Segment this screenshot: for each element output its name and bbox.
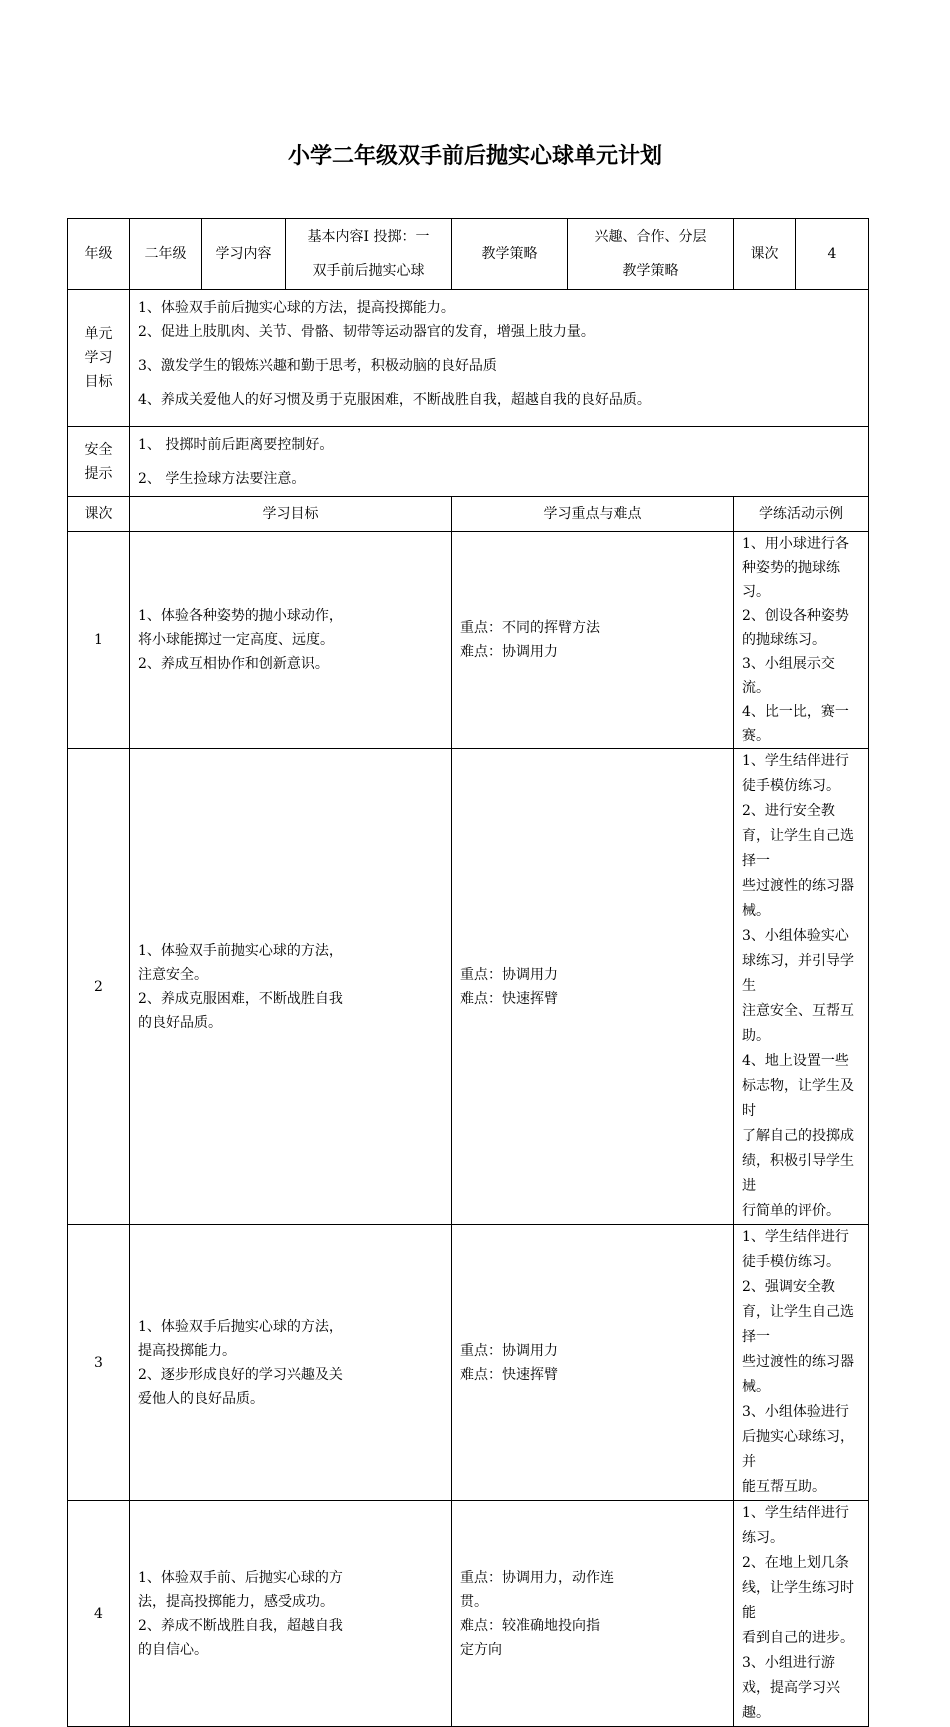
lesson-activity-line: 看到自己的进步。	[742, 1630, 854, 1646]
lesson-number: 3	[68, 1225, 130, 1501]
content-line-2: 双手前后抛实心球	[312, 263, 425, 279]
lesson-focus	[452, 532, 734, 749]
lessons-label: 课次	[734, 219, 796, 290]
lesson-focus-line: 难点：协调用力	[460, 644, 558, 660]
lesson-activity-line: 3、小组体验进行后抛实心球练习，并	[742, 1404, 854, 1470]
lesson-goals	[130, 749, 452, 1225]
lesson-activity-line: 2、在地上划几条线，让学生练习时能	[742, 1555, 854, 1621]
lesson-focus-line: 重点：协调用力	[460, 966, 558, 983]
safety-label-line: 提示	[84, 465, 113, 482]
strategy-label: 教学策略	[452, 219, 568, 290]
unit-goals-label-line: 目标	[84, 374, 113, 390]
lesson-activity-line: 2、强调安全教育，让学生自己选择一	[742, 1279, 854, 1345]
lesson-goal-line: 1、体验双手后抛实心球的方法，	[138, 1318, 343, 1335]
content-line-1: 基本内容Ⅰ 投掷：一	[307, 229, 430, 245]
lesson-goal-line: 注意安全。	[138, 966, 208, 983]
column-header-focus: 学习重点与难点	[452, 497, 734, 532]
safety-item: 1、 投掷时前后距离要控制好。	[138, 436, 334, 453]
lesson-activity-line: 注意安全、互帮互助。	[742, 1003, 854, 1044]
safety-row	[68, 427, 869, 497]
lessons-value: 4	[796, 219, 869, 290]
lesson-focus	[452, 1501, 734, 1727]
lesson-activity-line: 2、进行安全教育，让学生自己选择一	[742, 803, 854, 869]
strategy-line-2: 教学策略	[622, 263, 679, 279]
lesson-activities	[734, 749, 869, 1225]
column-header-lesson-no: 课次	[68, 497, 130, 532]
unit-goal-item: 4、养成关爱他人的好习惯及勇于克服困难，不断战胜自我，超越自我的良好品质。	[138, 392, 651, 408]
unit-goals-label-line: 学习	[84, 350, 113, 366]
content-label: 学习内容	[202, 219, 286, 290]
lesson-row	[68, 1225, 869, 1501]
lesson-goals	[130, 1225, 452, 1501]
lesson-activity-line: 1、学生结伴进行徒手模仿练习。	[742, 1229, 849, 1270]
safety-item: 2、 学生捡球方法要注意。	[138, 470, 306, 487]
page-title: 小学二年级双手前后抛实心球单元计划	[287, 144, 662, 169]
lesson-row	[68, 532, 869, 749]
lesson-activity-line: 行简单的评价。	[742, 1203, 840, 1219]
lesson-goal-line: 将小球能掷过一定高度、远度。	[138, 632, 334, 648]
lesson-focus-line: 重点：协调用力，动作连	[460, 1569, 614, 1586]
lesson-activity-line: 些过渡性的练习器械。	[742, 878, 854, 919]
grade-value: 二年级	[130, 219, 202, 290]
unit-goals-list	[130, 290, 869, 427]
column-header-activities: 学练活动示例	[734, 497, 869, 532]
safety-list	[130, 427, 869, 497]
lesson-goal-line: 1、体验双手前、后抛实心球的方	[138, 1569, 343, 1586]
lesson-activity-line: 2、创设各种姿势的抛球练习。	[742, 608, 849, 648]
lesson-activity-line: 能互帮互助。	[742, 1479, 826, 1495]
header-row	[68, 219, 869, 290]
lesson-activities	[734, 532, 869, 749]
lesson-activity-line: 些过渡性的练习器械。	[742, 1354, 854, 1395]
lesson-activity-line: 3、小组进行游戏，提高学习兴趣。	[742, 1655, 840, 1721]
content-value	[286, 219, 452, 290]
lesson-goal-line: 提高投掷能力。	[138, 1342, 236, 1359]
lesson-number: 4	[68, 1501, 130, 1727]
lesson-activity-line: 1、学生结伴进行练习。	[742, 1505, 849, 1546]
lesson-number: 2	[68, 749, 130, 1225]
lesson-goals	[130, 1501, 452, 1727]
safety-label	[68, 427, 130, 497]
lesson-focus	[452, 749, 734, 1225]
lesson-activity-line: 3、小组体验实心球练习，并引导学生	[742, 928, 854, 994]
unit-goals-row	[68, 290, 869, 427]
lesson-activity-line: 了解自己的投掷成绩，积极引导学生进	[742, 1128, 854, 1194]
lesson-activity-line: 1、学生结伴进行徒手模仿练习。	[742, 753, 849, 794]
lesson-goal-line: 1、体验各种姿势的抛小球动作，	[138, 608, 343, 624]
lesson-columns-row	[68, 497, 869, 532]
lesson-activities	[734, 1225, 869, 1501]
unit-goal-item: 3、激发学生的锻炼兴趣和勤于思考，积极动脑的良好品质	[138, 358, 497, 374]
lesson-focus-line: 重点：不同的挥臂方法	[460, 620, 600, 636]
lesson-focus-line: 难点：快速挥臂	[460, 990, 558, 1007]
lesson-row	[68, 1501, 869, 1727]
unit-goals-label-line: 单元	[84, 326, 113, 342]
lesson-goals	[130, 532, 452, 749]
lesson-focus-line: 难点：快速挥臂	[460, 1366, 558, 1383]
lesson-number: 1	[68, 532, 130, 749]
lesson-row	[68, 749, 869, 1225]
lesson-goal-line: 2、养成不断战胜自我，超越自我	[138, 1617, 343, 1634]
lesson-focus-line: 贯。	[460, 1593, 488, 1610]
lesson-activity-line: 4、地上设置一些标志物，让学生及时	[742, 1053, 854, 1119]
lesson-goal-line: 1、体验双手前抛实心球的方法，	[138, 942, 343, 959]
unit-goal-item: 2、促进上肢肌肉、关节、骨骼、韧带等运动器官的发育，增强上肢力量。	[138, 324, 595, 340]
lesson-goal-line: 法，提高投掷能力，感受成功。	[138, 1593, 334, 1610]
lesson-activities	[734, 1501, 869, 1727]
lesson-goal-line: 的良好品质。	[138, 1014, 222, 1031]
lesson-goal-line: 爱他人的良好品质。	[138, 1390, 264, 1407]
safety-label-line: 安全	[84, 441, 113, 458]
strategy-value	[568, 219, 734, 290]
lesson-goal-line: 的自信心。	[138, 1641, 208, 1658]
lesson-focus-line: 重点：协调用力	[460, 1342, 558, 1359]
lesson-activity-line: 3、小组展示交流。	[742, 656, 835, 696]
column-header-goals: 学习目标	[130, 497, 452, 532]
lesson-goal-line: 2、养成克服困难，不断战胜自我	[138, 990, 343, 1007]
lesson-activity-line: 4、比一比，赛一赛。	[742, 704, 849, 744]
unit-plan-table	[67, 218, 869, 1727]
lesson-focus	[452, 1225, 734, 1501]
lesson-goal-line: 2、养成互相协作和创新意识。	[138, 656, 329, 672]
lesson-activity-line: 1、用小球进行各种姿势的抛球练习。	[742, 536, 849, 600]
unit-goals-label	[68, 290, 130, 427]
lesson-focus-line: 难点：较准确地投向指	[460, 1617, 600, 1634]
strategy-line-1: 兴趣、合作、分层	[594, 229, 707, 245]
lesson-goal-line: 2、逐步形成良好的学习兴趣及关	[138, 1366, 343, 1383]
grade-label: 年级	[68, 219, 130, 290]
lesson-focus-line: 定方向	[460, 1641, 502, 1658]
unit-goal-item: 1、体验双手前后抛实心球的方法，提高投掷能力。	[138, 300, 455, 316]
